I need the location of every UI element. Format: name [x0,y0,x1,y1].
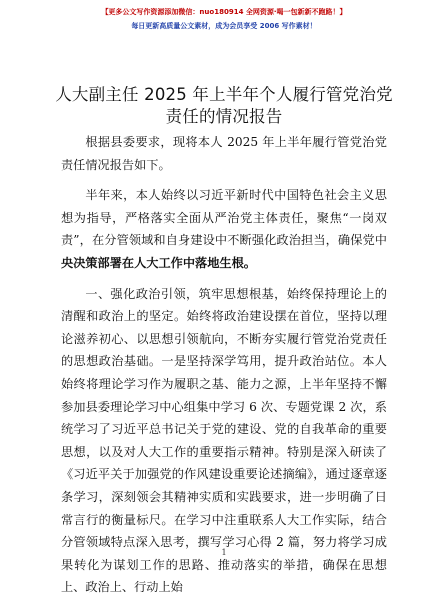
summary-text: 半年来，本人始终以习近平新时代中国特色社会主义思想为指导，严格落实全面从严治党主体责任，聚焦“一岗双责”，在分管领域和自身建设中不断强化政治担当，确保党中 [61,188,387,248]
promo-line-1: 【更多公文写作资源添加微信：nuo180914 全网资源·喝一包新新不跑路！】 [101,8,347,16]
document-body [61,131,387,599]
page-number: 1 [221,548,227,557]
paragraph-section-one: 一、强化政治引领，筑牢思想根基，始终保持理论上的清醒和政治上的坚定。始终将政治建设摆在首位，坚持以理论滋养初心、以思想引领航向，不断夯实履行管党治党责任的思想政治基础。一是坚持深学笃用，提升政治站位。本人始终将理论学习作为履职之基、能力之源，上半年坚持不懈参加县委理论学习中心组集中学习 6 次、专题党课 2 次，系统学习了习近平总书记关于党的建设、党的自我革命的重要思想，以及对人大工作的重要指示精神。特别是深入研读了《习近平关于加强党的作风建设重要论述摘编》，通过逐章逐条学习，深刻领会其精神实质和实践要求，进一步明确了日常言行的衡量标尺。在学习中注重联系人大工作实际，结合分管领域特点深入思考，撰写学习心得 2 篇，努力将学习成果转化为谋划工作的思路、推动落实的举措，确保在思想上、政治上、行动上始 [61,286,387,595]
paragraph-summary [61,184,387,274]
promo-line-2: 每日更新高质量公文素材，成为会员享受 2006 写作素材！ [131,22,317,30]
summary-bold-text: 央决策部署在人大工作中落地生根。 [61,255,256,270]
paragraph-intro: 根据县委要求，现将本人 2025 年上半年履行管党治党责任情况报告如下。 [61,135,387,172]
document-title: 人大副主任 2025 年上半年个人履行管党治党责任的情况报告 [55,85,393,126]
